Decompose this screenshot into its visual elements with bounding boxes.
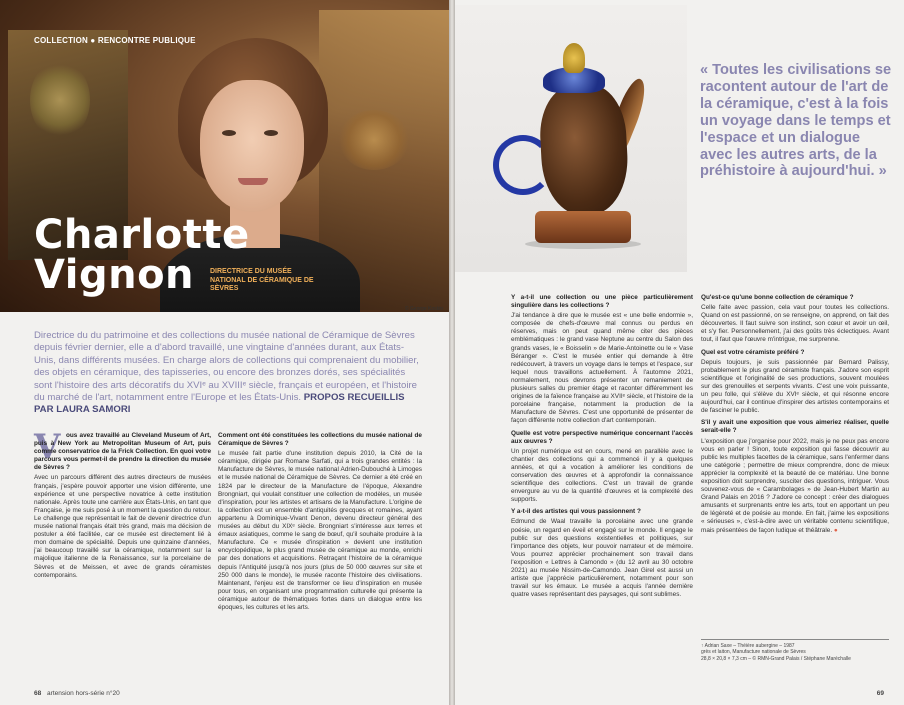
photo-credit: © George Koskin <box>404 306 443 312</box>
article-column-3 <box>511 294 693 601</box>
interviewee-first-name: Charlotte <box>34 212 250 258</box>
lead-signature: PROPOS RECUEILLIS PAR LAURA SAMORI <box>34 392 405 416</box>
lead-paragraph <box>34 330 422 417</box>
caption-rule <box>701 639 889 640</box>
teapot-knob <box>563 43 585 73</box>
section-kicker: COLLECTION ● RENCONTRE PUBLIQUE <box>34 36 196 45</box>
magazine-title: artension hors-série n°20 <box>47 690 120 697</box>
lead-text: Directrice du du patrimoine et des collections du musée national de Céramique de Sèvres depuis février dernier, elle a d'abord travaillé, une vingtaine d'années durant, aux États-Unis, dans différents musées. En charge alors de collections qui comprenaient du mobilier, des objets en céramique, des tapisseries, ou encore des bronzes dorés, ses spécialités sont l'histoire des arts décoratifs du XVIᵉ au XVIIIᵉ siècle, français et européen, et l'histoire du marché de l'art, notamment entre l'Europe et les États-Unis. <box>34 330 419 404</box>
background-flower <box>339 110 409 170</box>
answer: Le musée fait partie d'une institution depuis 2010, la Cité de la céramique, dirigée par Romane Sarfati, qui a trois grandes entités : la Manufacture de Sèvres, le musée national Adrien-Dubouché à Limoges et le musée national de Céramique de Sèvres. Ce dernier a été créé en 1824 par le directeur de la Manufacture de l'époque, Alexandre Brongniart, qui voulait constituer une collection de modèles, un musée d'inspiration, pour les artistes et artisans de la Manufacture. L'origine de la collection est un ensemble d'antiquités grecques et romaines, ayant appartenu à Dominique-Vivant Denon, devenu directeur général des musées au début du XIXᵉ siècle. Brongniart s'intéresse aux terres et émaux asiatiques, comme le sang de bœuf, qu'il souhaite produire à la Manufacture. Ce « musée d'inspiration » devient une institution encyclopédique, le plus grand musée de céramique au monde, enrichi par des donations et acquisitions. Retraçant l'histoire de la céramique depuis l'Antiquité jusqu'à nos jours (plus de 50 000 œuvres sur site et 250 000 dans le monde), le musée raconte l'histoire des civilisations. Maintenant, l'enjeu est de transformer ce lieu d'inspiration en musée pour tous, en organisant une programmation culturelle qui présente la céramique autour de thématiques fortes dans un dialogue entre les époques, les cultures et les arts. <box>218 450 422 611</box>
caption-line: 28,8 × 20,8 × 7,3 cm – © RMN-Grand Palais / Stéphane Maréchalle <box>701 655 851 662</box>
image-caption <box>701 639 889 662</box>
right-page <box>455 0 904 705</box>
teapot-body <box>538 83 631 217</box>
folio-right <box>877 690 888 697</box>
interviewee-last-name: Vignon <box>34 252 195 298</box>
teapot-stand <box>535 211 631 243</box>
question: Qu'est-ce qu'une bonne collection de céramique ? <box>701 294 854 301</box>
question: Y a-t-il des artistes qui vous passionnent ? <box>511 508 641 516</box>
answer-text: L'exposition que j'organise pour 2022, mais je ne peux pas encore vous en parler ! Sinon, toute exposition qui fasse découvrir au public les multiples facettes de la céramique, sans l'enfermer dans une catégorie ; permettre de mieux comprendre, donc de mieux apprécier la complexité et la beauté de ce matériau. Une bonne exposition doit surprendre, susciter des questions, intriguer. Vous souvenez-vous de « Carambolages » de Jean-Hubert Martin au Grand Palais en 2016 ? J'adore ce concept : créer des dialogues amusants et surprenants entre les arts, tout en apportant un peu de légèreté et de poésie au monde. En fait, j'aime les expositions « sérieuses », c'est-à-dire avec un véritable contenu scientifique, mais présentées de façon ludique et théâtrale. <box>701 437 889 534</box>
question: S'il y avait une exposition que vous aimeriez réaliser, quelle serait-elle ? <box>701 419 889 435</box>
article-column-2 <box>218 432 422 614</box>
folio-left <box>34 690 120 697</box>
answer: Depuis toujours, je suis passionnée par Bernard Palissy, probablement le plus grand céramiste français. J'adore son esprit scientifique et l'originalité de ses productions, souvent moulées sur des grenouilles et serpents vivants. C'est une voix puissante, un peu folle, qui s'élève du XVIᵉ siècle, et qui résonne encore aujourd'hui, car il continue d'inspirer des artistes contemporains et de fasciner le public. <box>701 358 889 415</box>
left-page <box>0 0 449 705</box>
end-ornament: ● <box>833 526 838 534</box>
answer: Avec un parcours différent des autres directeurs de musées français, j'espère pouvoir apporter une vision différente, une expérience et une perspective novatrice à cette institution nationale. Après toute une carrière aux États-Unis, en tant que Française, je me suis posé à un moment la question du retour. Le challenge que représentait le fait de devenir directrice d'un musée national français était très grand, mais ma décision de postuler a été facilitée, car ce musée est directement lié à mon domaine de spécialité. Depuis une quinzaine d'années, j'ai beaucoup travaillé sur la céramique, notamment sur la majolique italienne de la Renaissance, sur la porcelaine de Sèvres et de Meissen, et avec de grands céramistes contemporains. <box>34 474 211 579</box>
pull-quote: « Toutes les civilisations se racontent autour de l'art de la céramique, c'est à la fois un voyage dans le temps et l'espace et un dialogue avec les autres arts, de la préhistoire à aujourd'hui. » <box>700 62 892 180</box>
interviewee-role: DIRECTRICE DU MUSÉE NATIONAL DE CÉRAMIQUE DE SÈVRES <box>210 268 314 292</box>
answer <box>701 438 889 535</box>
page-number: 68 <box>34 690 42 697</box>
article-column-4 <box>701 294 889 537</box>
background-flower <box>30 60 90 140</box>
question: ous avez travaillé au Cleveland Museum of Art, puis à New York au Metropolitan Museum of Art, puis comme conservatrice de la Frick Collection. En quoi votre parcours vous permet-il de prendre la direction du musée de Sèvres ? <box>34 432 211 472</box>
caption-line: grès et laiton, Manufacture nationale de Sèvres <box>701 649 806 656</box>
question: Comment ont été constituées les collections du musée national de Céramique de Sèvres ? <box>218 432 422 448</box>
caption-line: ↑ Adrian Saxe – Théière aubergine – 1987 <box>701 643 795 649</box>
answer: Un projet numérique est en cours, mené en parallèle avec le chantier des collections qui a commencé il y a quelques années, et qui a vocation à améliorer les conditions de conservation des œuvres et à approfondir la connaissance scientifique des collections. C'est un travail de grande envergure au vu de la quantité d'œuvres et la complexité des supports. <box>511 447 693 504</box>
portrait-photo <box>0 0 449 312</box>
article-column-1 <box>34 427 211 582</box>
question: Quel est votre céramiste préféré ? <box>701 348 805 356</box>
teapot-photo <box>455 5 687 272</box>
question: Y a-t-il une collection ou une pièce particulièrement singulière dans les collections ? <box>511 294 693 310</box>
question: Quelle est votre perspective numérique concernant l'accès aux œuvres ? <box>511 429 693 445</box>
answer: J'ai tendance à dire que le musée est « une belle endormie », composée de chefs-d'œuvre mal connus ou perdus en réserves, mais on peut quand même citer des pièces emblématiques : le grand vase Neptune au centre du Salon des grands vases, le « Boisselin » de Marie-Antoinette ou le « Vase Béranger ». C'est le musée entier qui demande à être redécouvert, à travers un voyage dans le temps et l'espace, sur lequel nous travaillons actuellement. À l'automne 2021, normalement, nous devrons présenter un remaniement de plusieurs salles du premier étage et raconter différemment les origines de la faïence française au XVIIᵉ siècle, et l'histoire de la porcelaine française, notamment la production de la Manufacture de Sèvres. C'est une opportunité de présenter de façon différente notre collection d'art contemporain. <box>511 312 693 425</box>
answer: Edmund de Waal travaille la porcelaine avec une grande poésie, un regard en éveil et engagé sur le monde. Il engage le public sur des questions existentielles et politiques, sur l'importance des objets, leur pouvoir narrateur et de mémoire. Vous pourrez apprécier prochainement son travail dans l'exposition « Lettres à Camondo » (du 12 avril au 30 octobre 2021) au musée Nissim-de-Camondo. Jean Girel est aussi un artiste que j'apprécie particulièrement, notamment pour son travail sur les émaux. Le musée a acquis l'année dernière quatre vases représentant des paysages, qui sont sublimes. <box>511 518 693 599</box>
answer: Celle faite avec passion, cela vaut pour toutes les collections. Quand on est passionné, on se renseigne, on apprend, on fait des découvertes. Il faut suivre son instinct, son cœur et avoir un œil, et s'y fier. Personnellement, j'ai des goûts très éclectiques. Avant tout, il faut que l'œuvre m'intrigue, me surprenne. <box>701 304 889 344</box>
page-number: 69 <box>876 690 884 697</box>
drop-cap: V <box>34 427 61 467</box>
